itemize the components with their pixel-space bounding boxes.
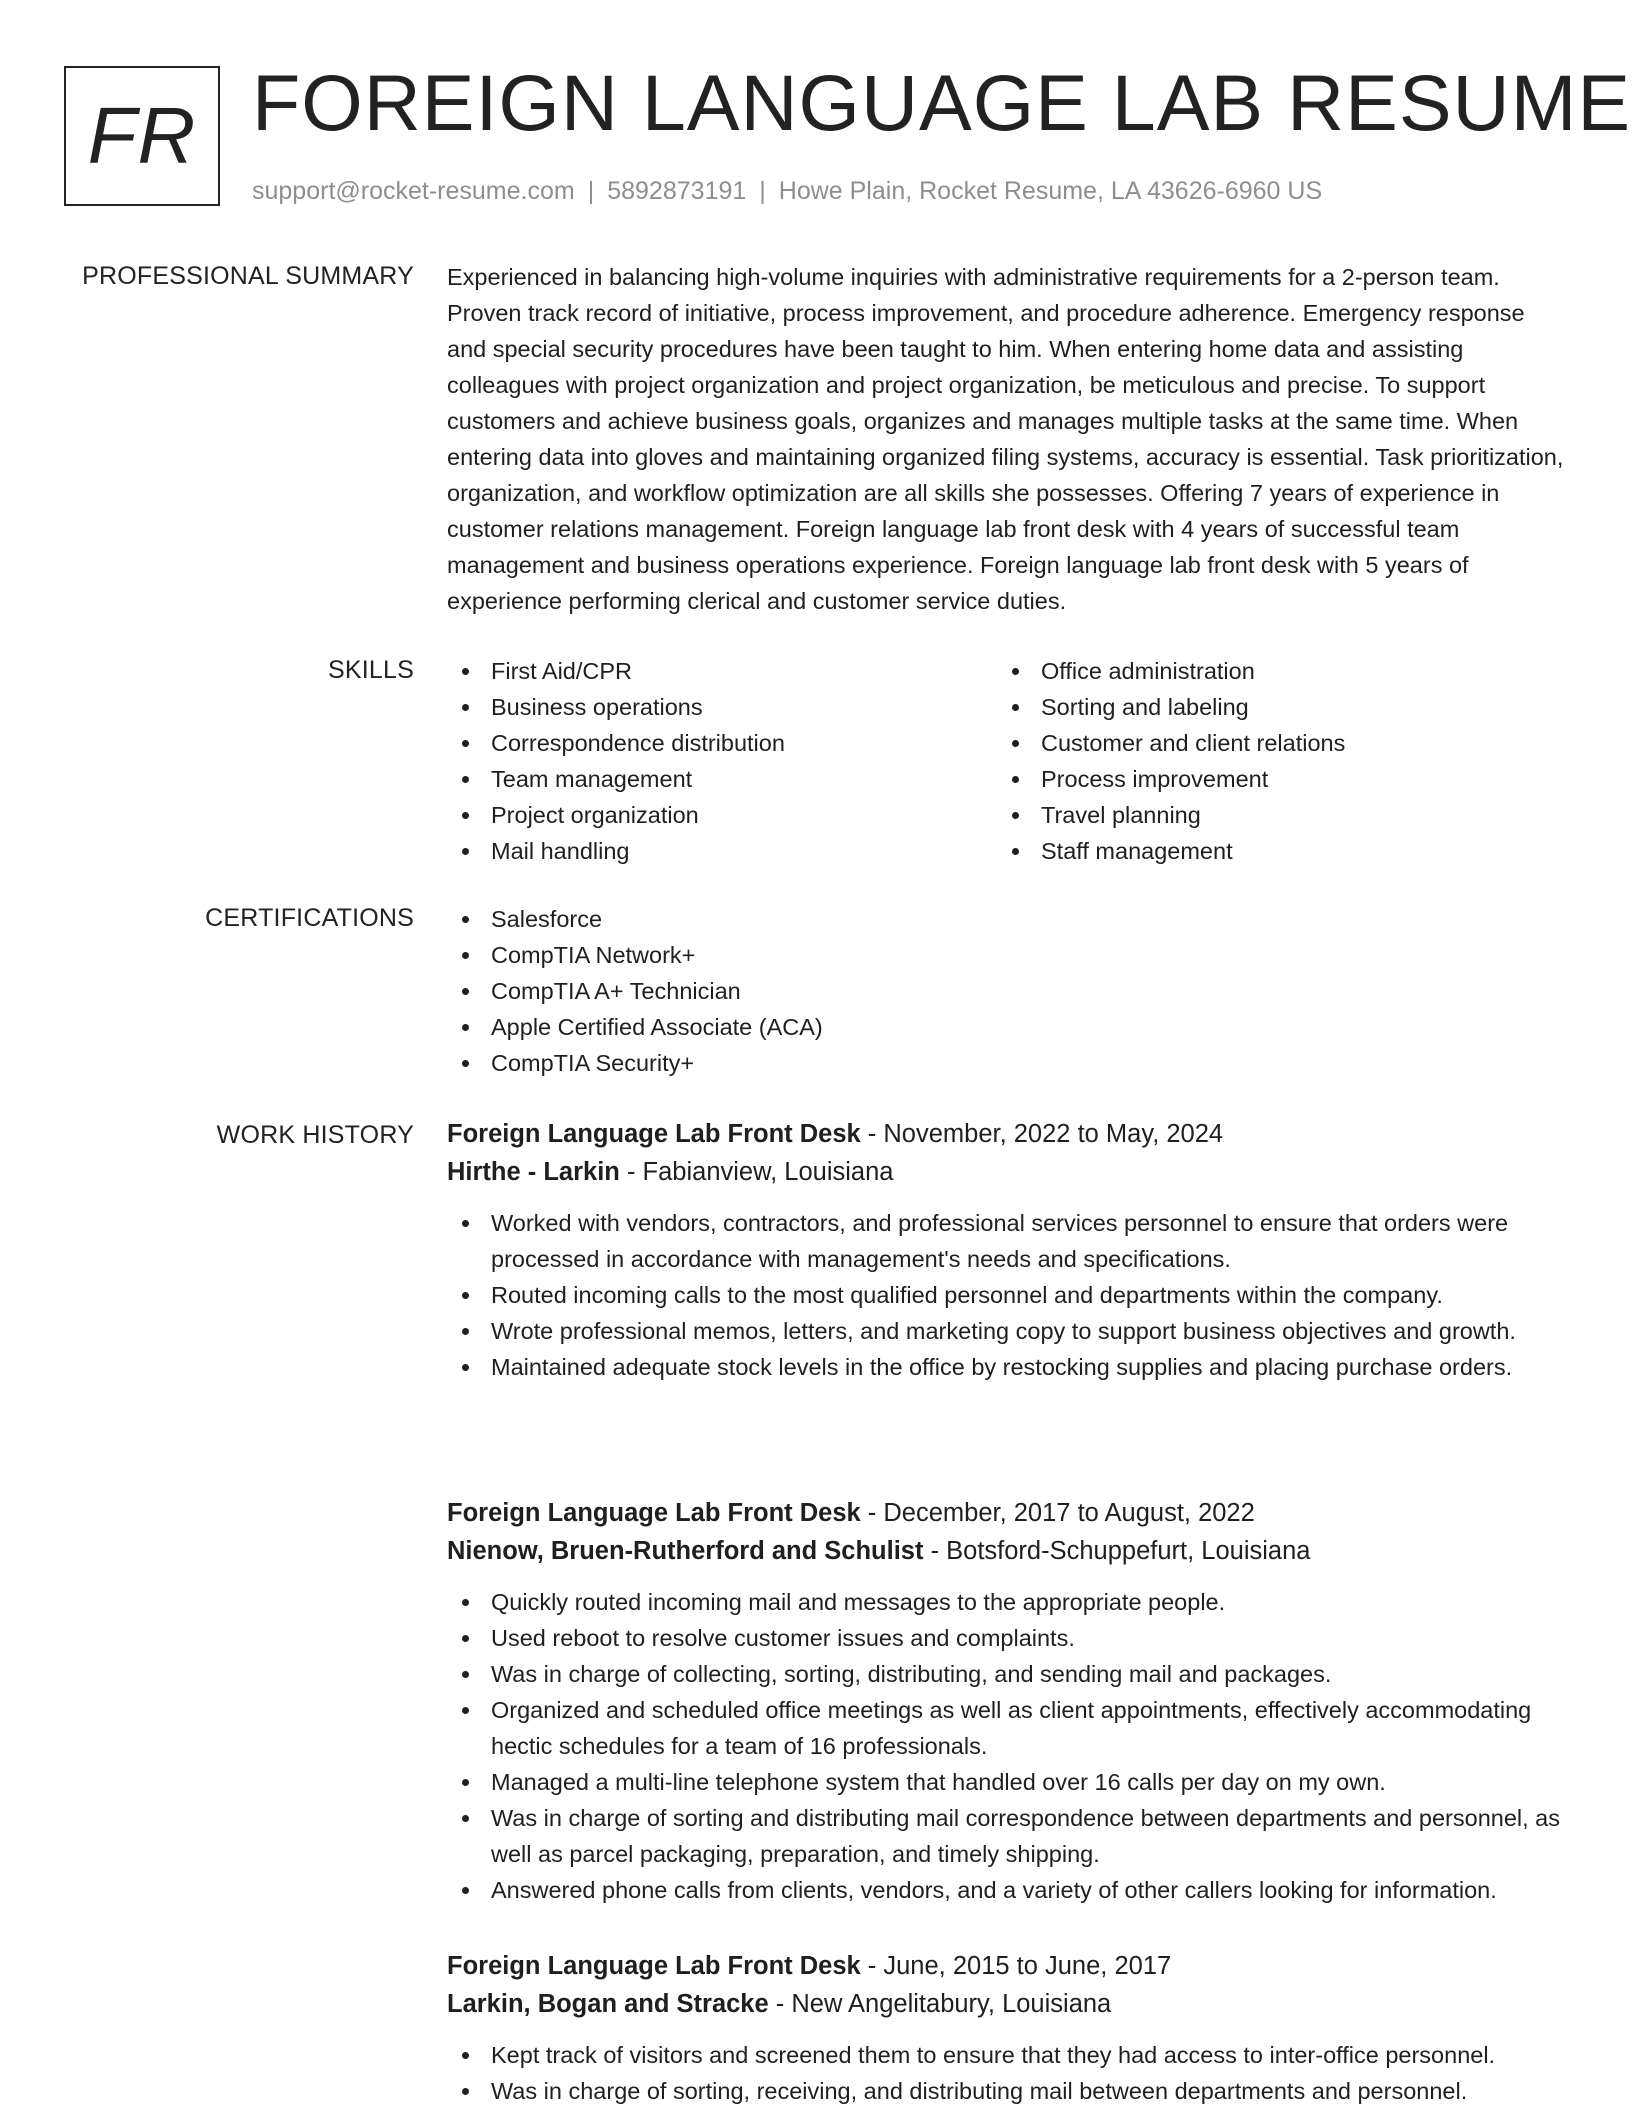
skill-item: Correspondence distribution [447,725,997,761]
skill-item: Process improvement [997,761,1547,797]
skill-item: Office administration [997,653,1547,689]
job-title-line [447,1947,1567,1985]
job-entry [447,1947,1567,2109]
job-bullet: Used reboot to resolve customer issues and complaints. [447,1620,1567,1656]
job-dates: - November, 2022 to May, 2024 [860,1120,1224,1148]
job-location: - New Angelitabury, Louisiana [768,1990,1112,2018]
job-location: - Botsford-Schuppefurt, Louisiana [923,1537,1311,1565]
job-title-line [447,1115,1567,1153]
job-bullet: Was in charge of sorting, receiving, and distributing mail between departments and personnel. [447,2073,1567,2109]
job-bullet: Wrote professional memos, letters, and marketing copy to support business objectives and growth. [447,1313,1567,1349]
summary-text-block [447,259,1567,619]
job-title-line [447,1494,1567,1532]
summary-paragraph: Experienced in balancing high-volume inquiries with administrative requirements for a 2-person team. Proven track record of initiative, process improvement, and procedure adherence. Emergency response and special security procedures have been taught to him. When entering home data and assisting colleagues with project organization and project organization, be meticulous and precise. To support customers and achieve business goals, organizes and manages multiple tasks at the same time. When entering data into gloves and maintaining organized filing systems, accuracy is essential. Task prioritization, organization, and workflow optimization are all skills she possesses. Offering 7 years of experience in customer relations management. Foreign language lab front desk with 4 years of successful team management and business operations experience. Foreign language lab front desk with 5 years of experience performing clerical and customer service duties. [447,264,1564,614]
job-entry [447,1115,1567,1385]
skill-item: Travel planning [997,797,1547,833]
job-location: - Fabianview, Louisiana [619,1158,894,1186]
job-company: Hirthe - Larkin [447,1158,620,1186]
contact-phone[interactable]: 5892873191 [607,177,747,205]
skill-item: Staff management [997,833,1547,869]
skills-column-left [447,653,997,869]
job-company: Larkin, Bogan and Stracke [447,1990,769,2018]
resume-title: FOREIGN LANGUAGE LAB RESUME [252,58,1632,147]
skill-item: Mail handling [447,833,997,869]
skill-item: First Aid/CPR [447,653,997,689]
skills-column-right [997,653,1547,869]
contact-separator: | [759,177,766,205]
certification-item: CompTIA A+ Technician [447,973,1567,1009]
certifications-list [447,901,1567,1081]
job-entry [447,1494,1567,1908]
skill-item: Business operations [447,689,997,725]
job-role: Foreign Language Lab Front Desk [447,1120,861,1148]
skill-item: Sorting and labeling [997,689,1547,725]
monogram-logo: FR [64,66,220,206]
skill-item: Customer and client relations [997,725,1547,761]
job-bullets [447,2037,1567,2109]
job-company-line [447,1532,1567,1570]
job-bullet: Managed a multi-line telephone system that handled over 16 calls per day on my own. [447,1764,1567,1800]
job-company-line [447,1985,1567,2023]
job-bullet: Was in charge of sorting and distributing mail correspondence between departments and personnel, as well as parcel packaging, preparation, and timely shipping. [447,1800,1567,1872]
section-title-certifications: CERTIFICATIONS [205,904,414,932]
job-role: Foreign Language Lab Front Desk [447,1499,861,1527]
job-bullets [447,1584,1567,1908]
contact-address: Howe Plain, Rocket Resume, LA 43626-6960 US [778,177,1323,205]
section-title-work-history: WORK HISTORY [216,1121,414,1149]
section-title-skills: SKILLS [328,656,414,684]
job-role: Foreign Language Lab Front Desk [447,1952,861,1980]
job-bullet: Maintained adequate stock levels in the office by restocking supplies and placing purchase orders. [447,1349,1567,1385]
certification-item: CompTIA Security+ [447,1045,1567,1081]
certification-item: CompTIA Network+ [447,937,1567,973]
job-bullet: Answered phone calls from clients, vendors, and a variety of other callers looking for information. [447,1872,1567,1908]
job-bullet: Quickly routed incoming mail and messages to the appropriate people. [447,1584,1567,1620]
job-dates: - December, 2017 to August, 2022 [860,1499,1255,1527]
skills-list [447,653,1567,869]
job-dates: - June, 2015 to June, 2017 [860,1952,1172,1980]
job-bullets [447,1205,1567,1385]
contact-separator: | [587,177,595,205]
section-title-summary: PROFESSIONAL SUMMARY [82,262,414,290]
contact-email[interactable]: support@rocket-resume.com [252,177,575,205]
contact-line [252,174,1322,208]
job-company: Nienow, Bruen-Rutherford and Schulist [447,1537,924,1565]
certification-item: Salesforce [447,901,1567,937]
job-company-line [447,1153,1567,1191]
job-bullet: Organized and scheduled office meetings as well as client appointments, effectively accommodating hectic schedules for a team of 16 professionals. [447,1692,1567,1764]
skill-item: Project organization [447,797,997,833]
job-bullet: Routed incoming calls to the most qualified personnel and departments within the company. [447,1277,1567,1313]
job-bullet: Worked with vendors, contractors, and professional services personnel to ensure that orders were processed in accordance with management's needs and specifications. [447,1205,1567,1277]
certification-item: Apple Certified Associate (ACA) [447,1009,1567,1045]
skill-item: Team management [447,761,997,797]
job-bullet: Was in charge of collecting, sorting, distributing, and sending mail and packages. [447,1656,1567,1692]
job-bullet: Kept track of visitors and screened them to ensure that they had access to inter-office personnel. [447,2037,1567,2073]
